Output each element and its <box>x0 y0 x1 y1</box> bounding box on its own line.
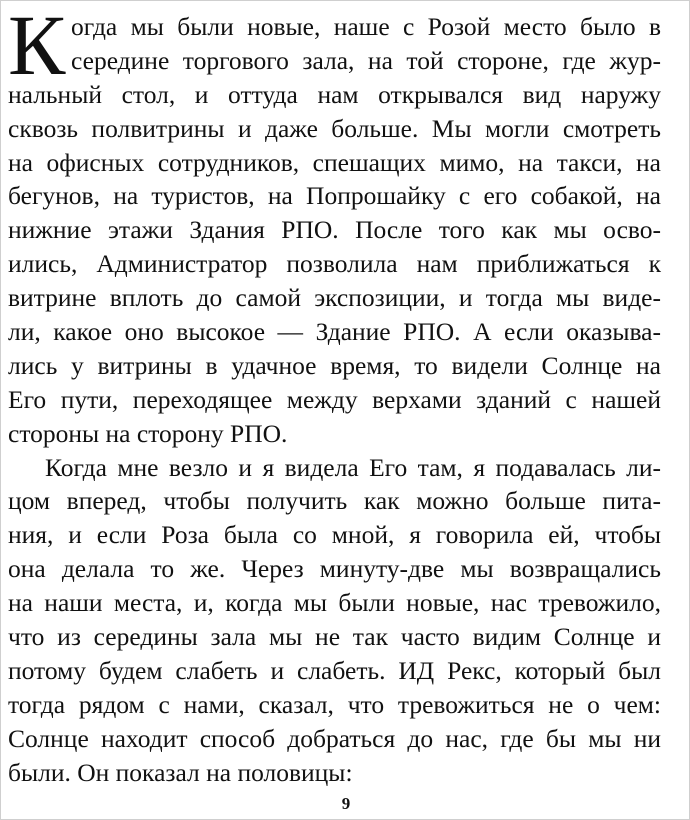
text-line: потому будем слабеть и слабеть. ИД Рекс, который был <box>8 655 661 685</box>
text-line: огда мы были новые, наше с Розой место было в <box>71 12 661 41</box>
text-line: бегунов, на туристов, на Попрошайку с его собакой, на <box>8 181 661 211</box>
text-line: ли, какое оно высокое — Здание РПО. А если оказыва- <box>8 317 661 347</box>
text-line: ния, и если Роза была со мной, я говорила ей, чтобы <box>8 520 661 550</box>
text-line: лись у витрины в удачное время, то видели Солнце на <box>8 350 661 380</box>
text-line: тогда рядом с нами, сказал, что тревожиться не о чем: <box>8 689 661 719</box>
page-number: 9 <box>341 794 351 813</box>
text-line: Когда мне везло и я видела Его там, я подавалась ли- <box>45 452 661 482</box>
text-line: Солнце находит способ добраться до нас, где бы мы ни <box>8 723 661 753</box>
body-text <box>8 0 661 789</box>
text-line: сквозь полвитрины и даже больше. Мы могли смотреть <box>8 113 661 143</box>
text-line: витрине вплоть до самой экспозиции, и тогда мы виде- <box>8 283 661 313</box>
text-line: что из середины зала мы не так часто видим Солнце и <box>8 622 661 652</box>
text-line: Его пути, переходящее между верхами зданий с нашей <box>8 384 661 414</box>
text-line: на наши места, и, когда мы были новые, нас тревожило, <box>8 588 661 618</box>
text-line: она делала то же. Через минуту-две мы возвращались <box>8 554 661 584</box>
text-line: на офисных сотрудников, спешащих мимо, на такси, на <box>8 147 661 177</box>
text-line: ились, Администратор позволила нам приближаться к <box>8 249 661 279</box>
text-line: нижние этажи Здания РПО. После того как мы осво- <box>8 215 661 245</box>
text-line: были. Он показал на половицы: <box>8 757 353 787</box>
text-line: середине торгового зала, на той стороне, где жур- <box>71 45 661 75</box>
text-line: нальный стол, и оттуда нам открывался вид наружу <box>8 79 661 109</box>
text-line: цом вперед, чтобы получить как можно больше пита- <box>8 486 661 516</box>
text-line: стороны на сторону РПО. <box>8 418 288 448</box>
drop-cap-letter: К <box>8 0 66 93</box>
